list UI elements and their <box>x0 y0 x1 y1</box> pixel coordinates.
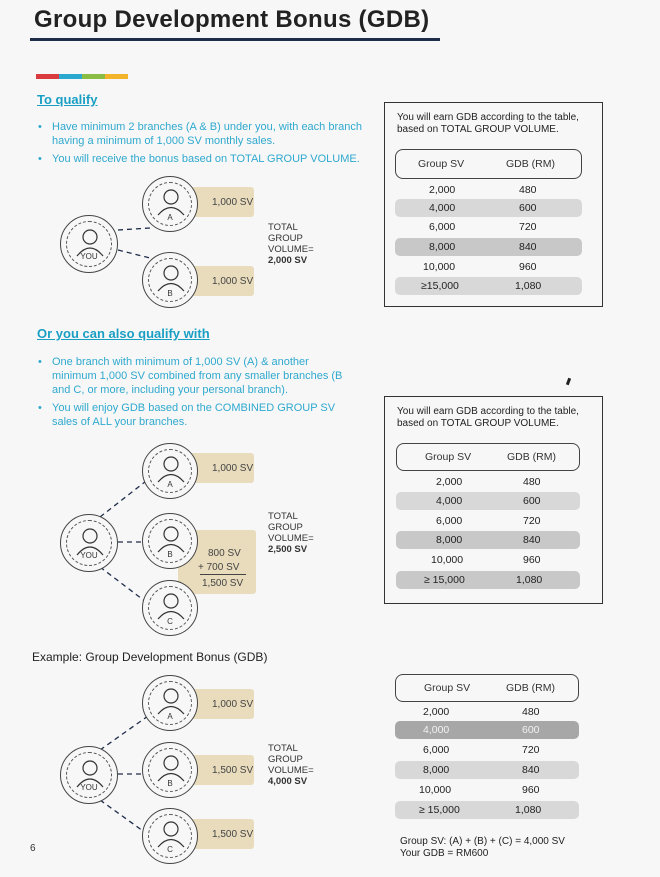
section1-branch-b-label: B <box>167 289 173 298</box>
section1-total-line3: VOLUME= <box>268 244 314 255</box>
section2-header-gdb: GDB (RM) <box>507 451 556 463</box>
person-icon <box>143 809 199 865</box>
section1-you-label: YOU <box>80 252 98 261</box>
section2-combined-line1: 800 SV <box>208 548 241 559</box>
section3-total-line2: GROUP <box>268 754 303 765</box>
section3-total-line1: TOTAL <box>268 743 298 754</box>
section3-branch-b-node <box>142 742 198 798</box>
section2-combined-line3: 1,500 SV <box>202 578 244 589</box>
section3-branch-b-sv: 1,500 SV <box>178 755 254 785</box>
person-icon <box>143 743 199 799</box>
table-row: ≥15,000 1,080 <box>395 277 582 295</box>
page-number: 6 <box>30 843 36 854</box>
section1-intro-line1: You will earn GDB according to the table, <box>397 112 579 123</box>
section1-branch-a-label: A <box>167 213 173 222</box>
section1-branch-b-sv: 1,000 SV <box>178 266 254 296</box>
section3-total-line3: VOLUME= <box>268 765 314 776</box>
section3-result-line1: Group SV: (A) + (B) + (C) = 4,000 SV <box>400 836 565 847</box>
section2-bullet-1: • One branch with minimum of 1,000 SV (A) & another minimum 1,000 SV combined from any smaller branches (B and C, or more, including your personal branch). <box>36 355 356 397</box>
page-title: Group Development Bonus (GDB) <box>34 6 430 33</box>
section2-heading: Or you can also qualify with <box>37 326 210 341</box>
section1-bullet-1: • Have minimum 2 branches (A & B) under you, with each branch having a minimum of 1,000 SV monthly sales. <box>36 120 376 148</box>
table-row: 2,000 480 <box>429 184 537 196</box>
section3-total <box>268 743 314 787</box>
section2-header-sv: Group SV <box>425 451 472 463</box>
section1-header-sv: Group SV <box>418 158 465 170</box>
table-row: 8,000 840 <box>395 761 579 779</box>
section3-total-value: 4,000 SV <box>268 776 308 787</box>
section2-branch-c-label: C <box>167 617 173 626</box>
section3-result <box>400 836 565 860</box>
section1-branch-a-sv: 1,000 SV <box>178 187 254 217</box>
section2-combined-line2: + 700 SV <box>198 562 240 573</box>
table-row: 10,000 960 <box>419 784 540 796</box>
table-row: 6,000 720 <box>429 221 537 233</box>
section2-total-line1: TOTAL <box>268 511 298 522</box>
section3-branch-a-sv: 1,000 SV <box>178 689 254 719</box>
table-row: ≥ 15,000 1,080 <box>396 571 580 589</box>
section3-result-line2: Your GDB = RM600 <box>400 848 489 859</box>
table-row: 10,000 960 <box>431 554 541 566</box>
section2-intro-line2: based on TOTAL GROUP VOLUME. <box>397 418 559 429</box>
section2-total-value: 2,500 SV <box>268 544 308 555</box>
section3-branch-b-label: B <box>167 779 173 788</box>
table-row: 2,000 480 <box>436 476 541 488</box>
section3-branch-a-node <box>142 675 198 731</box>
section2-branch-a-sv: 1,000 SV <box>178 453 254 483</box>
person-icon <box>61 747 119 805</box>
table-row: 10,000 960 <box>423 261 537 273</box>
section3-branch-a-label: A <box>167 712 173 721</box>
section1-total-value: 2,000 SV <box>268 255 308 266</box>
table-row: ≥ 15,000 1,080 <box>395 801 579 819</box>
section1-heading: To qualify <box>37 92 98 107</box>
section2-branch-b-label: B <box>167 550 173 559</box>
section3-heading: Example: Group Development Bonus (GDB) <box>32 650 268 664</box>
section2-intro-line1: You will earn GDB according to the table, <box>397 406 579 417</box>
section2-bullet-2: • You will enjoy GDB based on the COMBINED GROUP SV sales of ALL your branches. <box>36 401 356 429</box>
section3-header-gdb: GDB (RM) <box>506 682 555 694</box>
section1-total-line1: TOTAL <box>268 222 298 233</box>
section3-branch-c-label: C <box>167 845 173 854</box>
section2-total-line3: VOLUME= <box>268 533 314 544</box>
table-row: 2,000 480 <box>423 706 540 718</box>
section2-you-label: YOU <box>80 551 98 560</box>
section1-bullet-2: • You will receive the bonus based on TOTAL GROUP VOLUME. <box>36 152 376 166</box>
person-icon <box>143 676 199 732</box>
section1-header-gdb: GDB (RM) <box>506 158 555 170</box>
table-row: 4,000 600 <box>395 199 582 217</box>
table-row-highlighted: 4,000 600 <box>395 721 579 739</box>
section2-branch-a-label: A <box>167 480 173 489</box>
section3-header-sv: Group SV <box>424 682 471 694</box>
section1-total-line2: GROUP <box>268 233 303 244</box>
section3-branch-c-node <box>142 808 198 864</box>
section3-branch-c-sv: 1,500 SV <box>178 819 254 849</box>
section3-table-header <box>395 674 579 702</box>
section3-table <box>395 674 579 821</box>
table-row: 6,000 720 <box>423 744 540 756</box>
section2-total-line2: GROUP <box>268 522 303 533</box>
table-row: 8,000 840 <box>396 531 580 549</box>
table-row: 6,000 720 <box>436 515 541 527</box>
section3-you-node <box>60 746 118 804</box>
table-row: 4,000 600 <box>396 492 580 510</box>
section1-intro-line2: based on TOTAL GROUP VOLUME. <box>397 124 559 135</box>
table-row: 8,000 840 <box>395 238 582 256</box>
section3-you-label: YOU <box>80 783 98 792</box>
